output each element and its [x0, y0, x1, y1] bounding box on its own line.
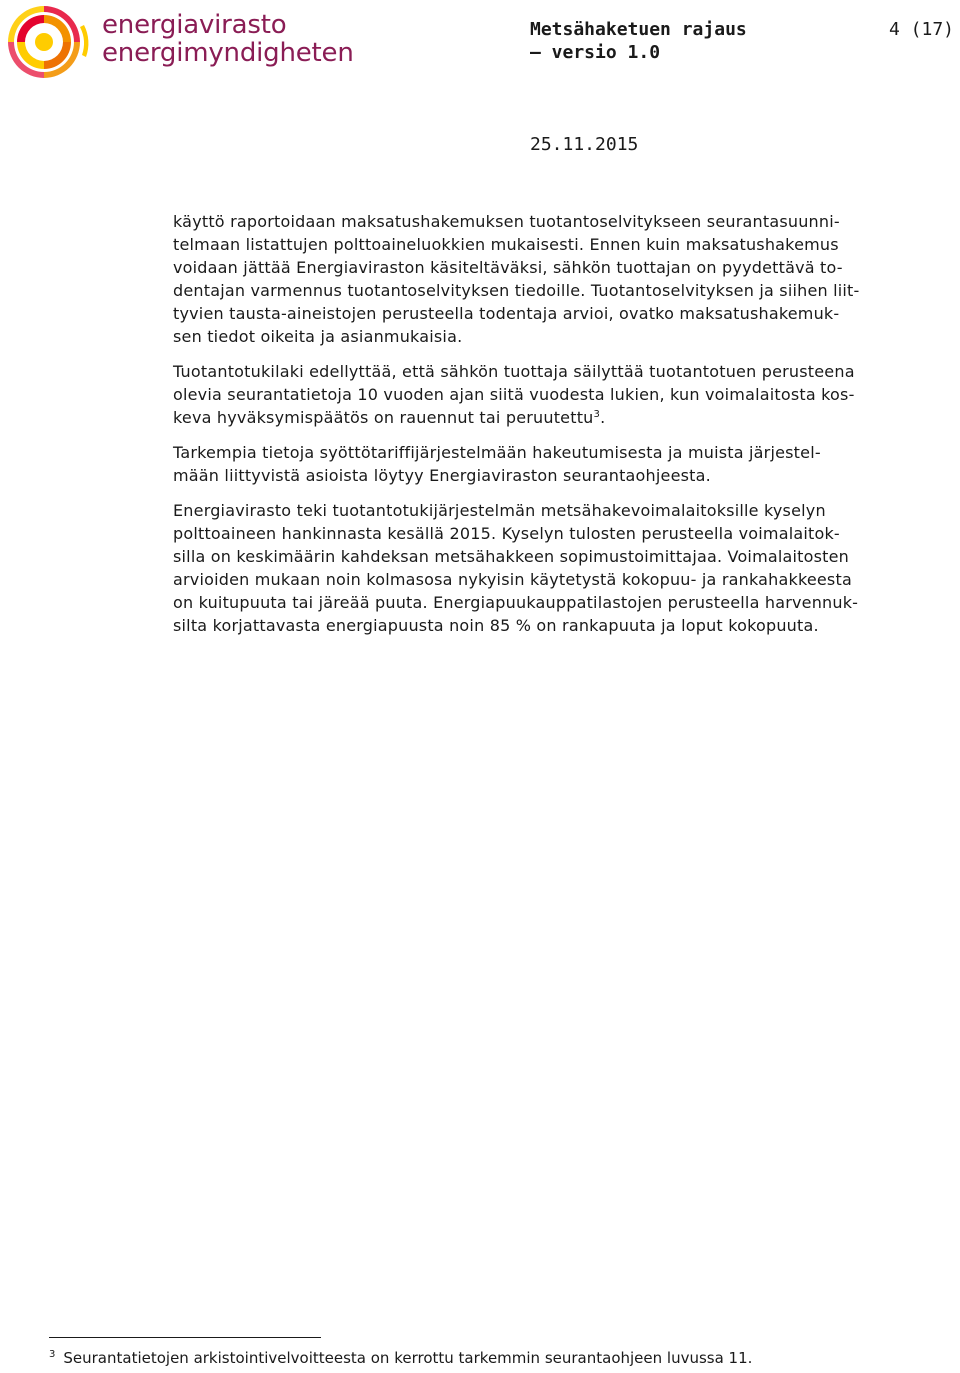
paragraph-2-text: Tuotantotukilaki edellyttää, että sähkön tuottaja säilyttää tuotantotuen perusteena olevia seurantatietoja 10 vuoden ajan siitä vuodesta lukien, kun voimalaitosta kos- keva hyväksymispäätös on rauennut tai peruutettu: [173, 362, 855, 427]
footnote-reference[interactable]: 3: [593, 409, 601, 420]
sun-logo-icon: [6, 5, 94, 79]
page-number: 4 (17): [888, 19, 954, 40]
document-title-line-1: Metsähaketuen rajaus: [530, 19, 747, 40]
footnote-text: Seurantatietojen arkistointivelvoitteesta on kerrottu tarkemmin seurantaohjeen luvussa 11.: [63, 1349, 753, 1367]
paragraph-2: [173, 360, 959, 429]
logo-wordmark: [102, 11, 354, 67]
paragraph-4: Energiavirasto teki tuotantotukijärjestelmän metsähakevoimalaitoksille kyselyn polttoaineen hankinnasta kesällä 2015. Kyselyn tulosten perusteella voimalaitok- silla on keskimäärin kahdeksan metsähakkeen sopimustoimittajaa. Voimalaitosten arvioiden mukaan noin kolmasosa nykyisin käytetystä kokopuu- ja rankahakkeesta on kuitupuuta tai järeää puuta. Energiapuukauppatilastojen perusteella harvennuk- silta korjattavasta energiapuusta noin 85 % on rankapuuta ja loput kokopuuta.: [173, 501, 859, 635]
paragraph-3: Tarkempia tietoja syöttötariffijärjestelmään hakeutumisesta ja muista järjestel- mään liittyvistä asioista löytyy Energiaviraston seurantaohjeesta.: [173, 443, 821, 485]
footnote-separator: [49, 1337, 321, 1338]
document-title: [530, 18, 747, 64]
paragraph-2-end: .: [600, 408, 606, 427]
paragraph-1: käyttö raportoidaan maksatushakemuksen tuotantoselvitykseen seurantasuunni- telmaan listattujen polttoaineluokkien mukaisesti. Ennen kuin maksatushakemus voidaan jättää Energiaviraston käsiteltäväksi, sähkön tuottajan on pyydettävä to- dentajan varmennus tuotantoselvityksen tiedoille. Tuotantoselvityksen ja siihen liit- tyvien tausta-aineistojen perusteella todentaja arvioi, ovatko maksatushakemuk- sen tiedot oikeita ja asianmukaisia.: [173, 212, 860, 346]
document-title-line-2: – versio 1.0: [530, 42, 661, 63]
document-body: [173, 210, 959, 649]
energiavirasto-logo: [6, 5, 354, 79]
footnote: [49, 1345, 752, 1368]
logo-line-1: energiavirasto: [102, 10, 287, 40]
logo-line-2: energimyndigheten: [102, 38, 354, 68]
document-date: 25.11.2015: [530, 134, 639, 155]
footnote-number: 3: [49, 1349, 56, 1360]
